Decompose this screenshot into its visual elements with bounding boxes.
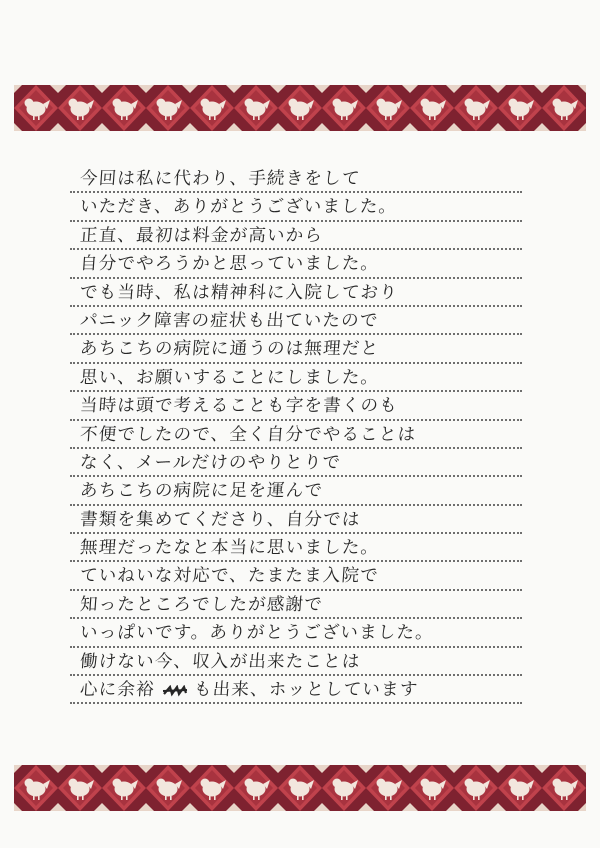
letter-line: 今回は私に代わり、手続きをして (70, 165, 522, 193)
letter-line: あちこちの病院に足を運んで (70, 477, 522, 505)
letter-line: 思い、お願いすることにしました。 (70, 364, 522, 392)
letter-line: 知ったところでしたが感謝で (70, 591, 522, 619)
letter-line: 書類を集めてくださり、自分では (70, 506, 522, 534)
letter-line: 当時は頭で考えることも字を書くのも (70, 392, 522, 420)
letter-line: ていねいな対応で、たまたま入院で (70, 562, 522, 590)
letter-line: 働けない今、収入が出来たことは (70, 648, 522, 676)
bird-pattern-bottom (14, 765, 586, 811)
decorative-border-top (14, 85, 586, 131)
letter-line: あちこちの病院に通うのは無理だと (70, 335, 522, 363)
crossed-out-scribble (162, 685, 188, 697)
letter-line: いただき、ありがとうございました。 (70, 193, 522, 221)
letter-line: なく、メールだけのやりとりで (70, 449, 522, 477)
bird-pattern-top (14, 85, 586, 131)
decorative-border-bottom (14, 765, 586, 811)
letter-line: でも当時、私は精神科に入院しており (70, 279, 522, 307)
letter-line: 正直、最初は料金が高いから (70, 222, 522, 250)
letter-line: 心に余裕 も出来、ホッとしています (70, 676, 522, 704)
letter-line: 自分でやろうかと思っていました。 (70, 250, 522, 278)
letter-line: 無理だったなと本当に思いました。 (70, 534, 522, 562)
letter-line: パニック障害の症状も出ていたので (70, 307, 522, 335)
letter-line: 不便でしたので、全く自分でやることは (70, 421, 522, 449)
handwritten-letter (70, 165, 522, 704)
letter-line: いっぱいです。ありがとうございました。 (70, 619, 522, 647)
